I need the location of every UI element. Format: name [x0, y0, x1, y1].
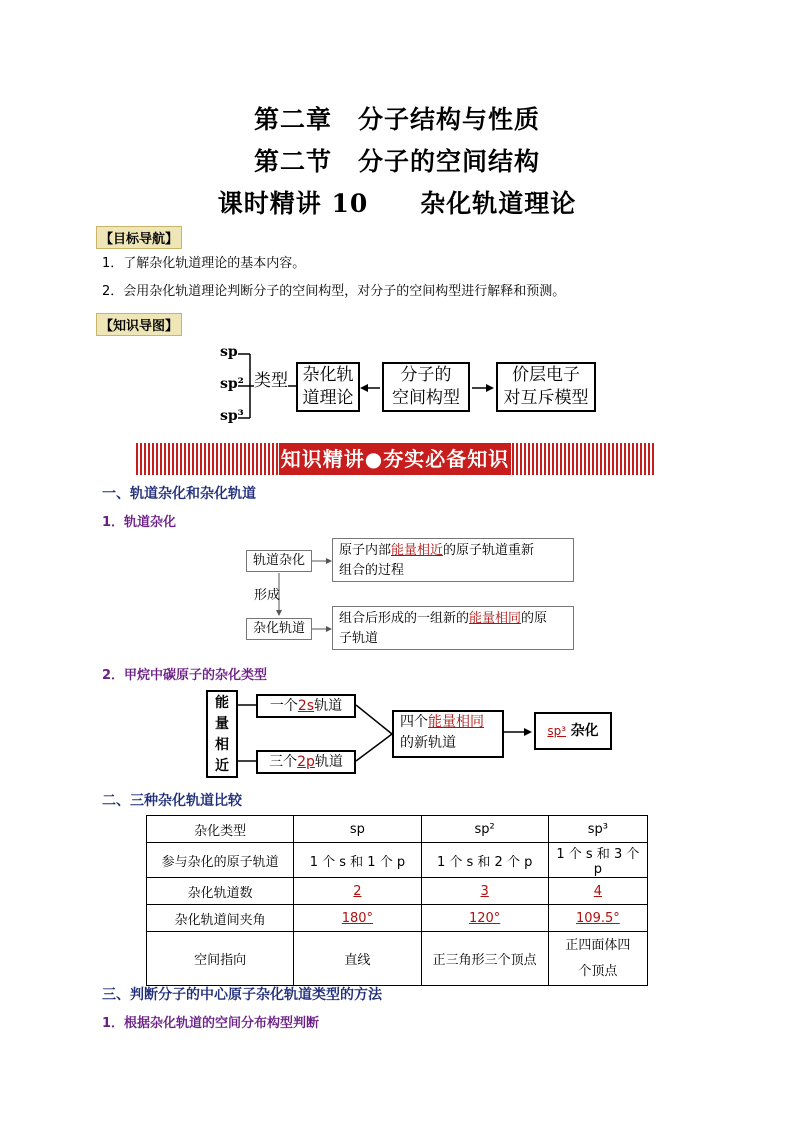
- energy-similar-box: [206, 690, 238, 778]
- goal-item-2: 2．会用杂化轨道理论判断分子的空间构型，对分子的空间构型进行解释和预测。: [102, 284, 566, 299]
- table-cell: 空间指向: [147, 932, 294, 986]
- last-cell-line-1: 正四面体四: [565, 937, 631, 953]
- three-label: 三个: [269, 754, 298, 770]
- hybrid-orbital-desc: [332, 606, 574, 650]
- section3-heading: 三、判断分子的中心原子杂化轨道类型的方法: [102, 987, 382, 1003]
- chapter-title: 第二章 分子结构与性质: [253, 105, 540, 134]
- desc-b-part3: 子轨道: [339, 631, 379, 646]
- value-red: 120°: [468, 910, 501, 926]
- section3-sub1: 1．根据杂化轨道的空间分布构型判断: [102, 1016, 320, 1031]
- table-cell: [421, 878, 548, 905]
- hybrid-label: 杂化: [570, 723, 599, 739]
- table-cell: 杂化轨道间夹角: [147, 905, 294, 932]
- vsepr-line-2: 对互斥模型: [503, 388, 589, 408]
- value-red: 3: [480, 883, 489, 899]
- table-row: [147, 905, 648, 932]
- hybridization-flow: [246, 538, 576, 652]
- mind-map: [220, 344, 600, 428]
- header-cell: 杂化类型: [147, 816, 294, 843]
- table-cell: [421, 905, 548, 932]
- 2s-label: 2s: [297, 698, 315, 714]
- section-banner: [136, 443, 654, 475]
- table-cell: 直线: [294, 932, 421, 986]
- table-cell: 1 个 s 和 2 个 p: [421, 843, 548, 878]
- value-red: 109.5°: [576, 910, 620, 926]
- sp3-hybrid-box: [534, 712, 612, 750]
- orbital-label-top: 轨道: [314, 698, 343, 714]
- new-orbitals-label: 的新轨道: [400, 735, 456, 751]
- type-sp2: sp²: [220, 376, 244, 392]
- molecular-geometry-line-1: 分子的: [400, 365, 452, 385]
- energy-char-4: 近: [215, 758, 229, 774]
- sp3-label: sp³: [547, 724, 567, 738]
- section2-heading: 二、三种杂化轨道比较: [102, 793, 242, 809]
- table-cell: 1 个 s 和 1 个 p: [294, 843, 421, 878]
- table-row: [147, 843, 648, 878]
- header-cell: sp²: [421, 816, 548, 843]
- table-cell: [548, 932, 647, 986]
- table-row: [147, 932, 648, 986]
- goals-tag: 【目标导航】: [96, 226, 182, 249]
- comparison-table: [146, 815, 648, 986]
- table-cell: 正三角形三个顶点: [421, 932, 548, 986]
- table-cell: 1 个 s 和 3 个 p: [548, 843, 647, 878]
- hybrid-theory-box: [296, 362, 360, 412]
- one-2s-orbital-box: [256, 694, 356, 718]
- three-2p-orbital-box: [256, 750, 356, 774]
- banner-text: 知识精讲●夯实必备知识: [279, 443, 511, 475]
- hybrid-theory-line-1: 杂化轨: [302, 365, 354, 385]
- energy-char-2: 量: [215, 716, 229, 732]
- vsepr-line-1: 价层电子: [512, 365, 580, 385]
- type-label: 类型: [254, 366, 288, 391]
- value-red: 2: [353, 883, 362, 899]
- value-red: 4: [593, 883, 603, 899]
- section1-heading: 一、轨道杂化和杂化轨道: [102, 486, 256, 502]
- vsepr-box: [496, 362, 596, 412]
- molecular-geometry-box: [382, 362, 470, 412]
- lesson-title: 课时精讲 10 杂化轨道理论: [217, 189, 577, 218]
- molecular-geometry-line-2: 空间构型: [392, 388, 460, 408]
- four-new-orbitals-box: [392, 710, 504, 758]
- energy-char-3: 相: [215, 737, 229, 753]
- goal-item-1: 1．了解杂化轨道理论的基本内容。: [102, 256, 306, 271]
- hybrid-orbital-box: 杂化轨道: [246, 618, 312, 640]
- header-cell: sp: [294, 816, 421, 843]
- value-red: 180°: [341, 910, 374, 926]
- type-sp3: sp³: [220, 408, 244, 424]
- four-label: 四个: [400, 714, 428, 730]
- section-title: 第二节 分子的空间结构: [253, 147, 540, 176]
- hybrid-theory-line-2: 道理论: [302, 388, 354, 408]
- desc-a-part3: 组合的过程: [339, 563, 405, 578]
- table-cell: [548, 905, 647, 932]
- type-sp: sp: [220, 344, 238, 360]
- header-cell: sp³: [548, 816, 647, 843]
- desc-a-part1: 原子内部: [339, 543, 392, 558]
- desc-b-part1: 组合后形成的一组新的: [339, 611, 470, 626]
- same-energy-label: 能量相同: [428, 714, 484, 730]
- energy-char-1: 能: [215, 695, 229, 711]
- table-cell: [294, 905, 421, 932]
- orbital-hybridization-box: 轨道杂化: [246, 550, 312, 572]
- orbital-label-bottom: 轨道: [314, 754, 343, 770]
- desc-b-part2: 的原: [521, 611, 548, 626]
- table-cell: 参与杂化的原子轨道: [147, 843, 294, 878]
- last-cell-line-2: 个顶点: [578, 963, 618, 979]
- section1-sub1: 1．轨道杂化: [102, 515, 177, 530]
- orbital-hybridization-desc: [332, 538, 574, 582]
- desc-b-red: 能量相同: [469, 611, 522, 626]
- 2p-label: 2p: [297, 754, 315, 770]
- mindmap-tag: 【知识导图】: [96, 313, 182, 336]
- desc-a-part2: 的原子轨道重新: [443, 543, 535, 558]
- table-row: [147, 878, 648, 905]
- table-header-row: [147, 816, 648, 843]
- table-cell: [548, 878, 647, 905]
- arrow-label-form: 形成: [254, 588, 281, 603]
- methane-diagram: [206, 690, 618, 780]
- one-label: 一个: [269, 698, 298, 714]
- desc-a-red: 能量相近: [391, 543, 444, 558]
- table-cell: [294, 878, 421, 905]
- section1-sub2: 2．甲烷中碳原子的杂化类型: [102, 668, 268, 683]
- table-cell: 杂化轨道数: [147, 878, 294, 905]
